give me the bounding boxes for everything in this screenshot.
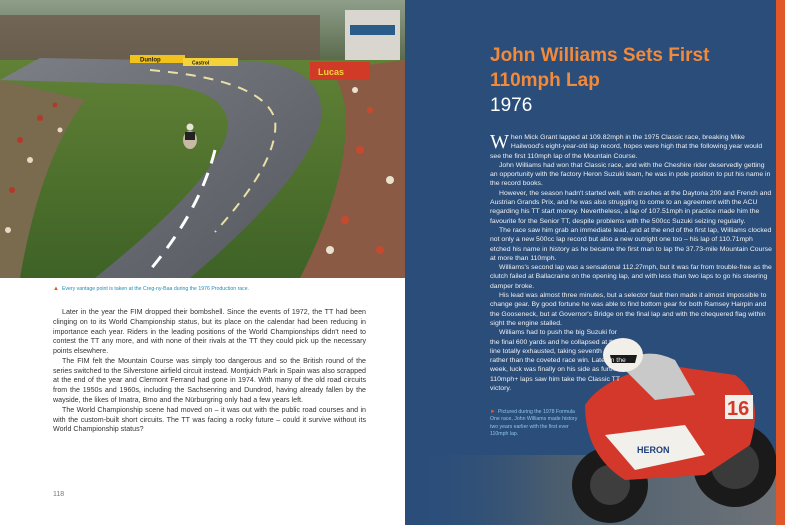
right-paragraph: The race saw him grab an immediate lead, and at the end of the first lap, Williams clocked not only a new 500cc lap record but also a new outright one too – his lap of 110.71mph etched his name in history as he became the first man to lap the 37.73-mile Mountain Course at more than 110mph. — [490, 226, 772, 262]
right-paragraph-narrow: Williams had to push the big Suzuki for the final 600 yards and he collapsed at the line totally exhausted, taking seventh place rather than the coveted race win. Later in the week, luck was finally on his side as further 110mph+ laps saw him take the Classic TT victory. — [490, 329, 626, 393]
lucas-sign: Lucas — [318, 67, 345, 77]
orange-edge-stripe — [776, 0, 785, 525]
caption-triangle-icon: ▲ — [53, 286, 59, 292]
right-paragraph: Williams's second lap was a sensational 112.27mph, but it was far from trouble-free as the clutch failed at Ballacraine on the opening lap, and with less than two laps to go his steering damper broke. — [490, 264, 772, 290]
right-paragraph: However, the season hadn't started well, with crashes at the Daytona 200 and French and Austrian Grands Prix, and he was also struggling to come to an agreement with the ACU regarding his TT start money. Nevertheless, a lap of 107.51mph in practice made him the favourite for the Senior TT, despite problems with the 500cc Suzuki seizing regularly. — [490, 189, 772, 225]
right-paragraph: John Williams had won that Classic race, and with the Cheshire rider deservedly getting an opportunity with the factory Heron Suzuki team, he was in pole position to put his name in the record books. — [490, 161, 771, 188]
left-body-text — [53, 308, 366, 435]
left-paragraph: The FIM felt the Mountain Course was simply too dangerous and so the British round of the series switched to the Silverstone airfield circuit instead. Montjuich Park in Spain was also scrapped at the end of the year and Clermont Ferrand had gone in 1974. With many of the old road circuits from the 1950s and 1960s, including the Sachsenring and Dundrod, having already fallen by the wayside, the likes of Imatra, Brno and the Nürburgring only had a few years left. — [53, 356, 366, 405]
page-number: 118 — [53, 491, 65, 498]
left-paragraph: The World Championship scene had moved on – it was out with the public road courses and in with the custom-built short circuits. The TT was facing a rocky future – could it survive without its World Championship status? — [53, 405, 366, 434]
left-paragraph: Later in the year the FIM dropped their bombshell. Since the events of 1972, the TT had been clinging on to its World Championship status, but its place on the calendar had been reducing in importance each year. Riders in the leading positions of the World Championships didn't need to contest the TT any more, and with none of their rivals at the TT they could pick up the necessary points elsewhere. — [53, 308, 366, 356]
fairing-sponsor: HERON — [637, 445, 670, 455]
right-first-paragraph: When Mick Grant lapped at 109.82mph in the 1975 Classic race, breaking Mike Hailwood's eight-year-old lap record, hopes were high that the following year would see the first 110mph lap of the Mountain Course. — [490, 131, 763, 160]
right-paragraph: His lead was almost three minutes, but a selector fault then made it almost impossible to change gear. By good fortune he was able to find bottom gear for both Ramsey Hairpin and the Gooseneck, but at Governor's Bridge on the final lap and with the chequered flag within sight the engine stalled. — [490, 292, 767, 327]
left-photo-caption: ▲ Every vantage point is taken at the Creg-ny-Baa during the 1976 Production race. — [53, 286, 250, 292]
castrol-sign: Castrol — [192, 60, 210, 67]
bike-number: 16 — [727, 398, 750, 420]
right-body-text — [490, 133, 773, 393]
dunlop-sign: Dunlop — [140, 57, 161, 64]
article-title: John Williams Sets First 110mph Lap — [490, 45, 710, 92]
article-year: 1976 — [490, 95, 533, 116]
creg-ny-baa-photo — [0, 0, 405, 278]
drop-cap: W — [490, 131, 509, 153]
right-page — [405, 0, 810, 525]
caption-arrow-icon: ► — [490, 409, 496, 415]
right-photo-caption: ► Pictured during the 1978 Formula One race, John Williams made history two years earlier with the first ever 110mph lap. — [490, 409, 578, 437]
